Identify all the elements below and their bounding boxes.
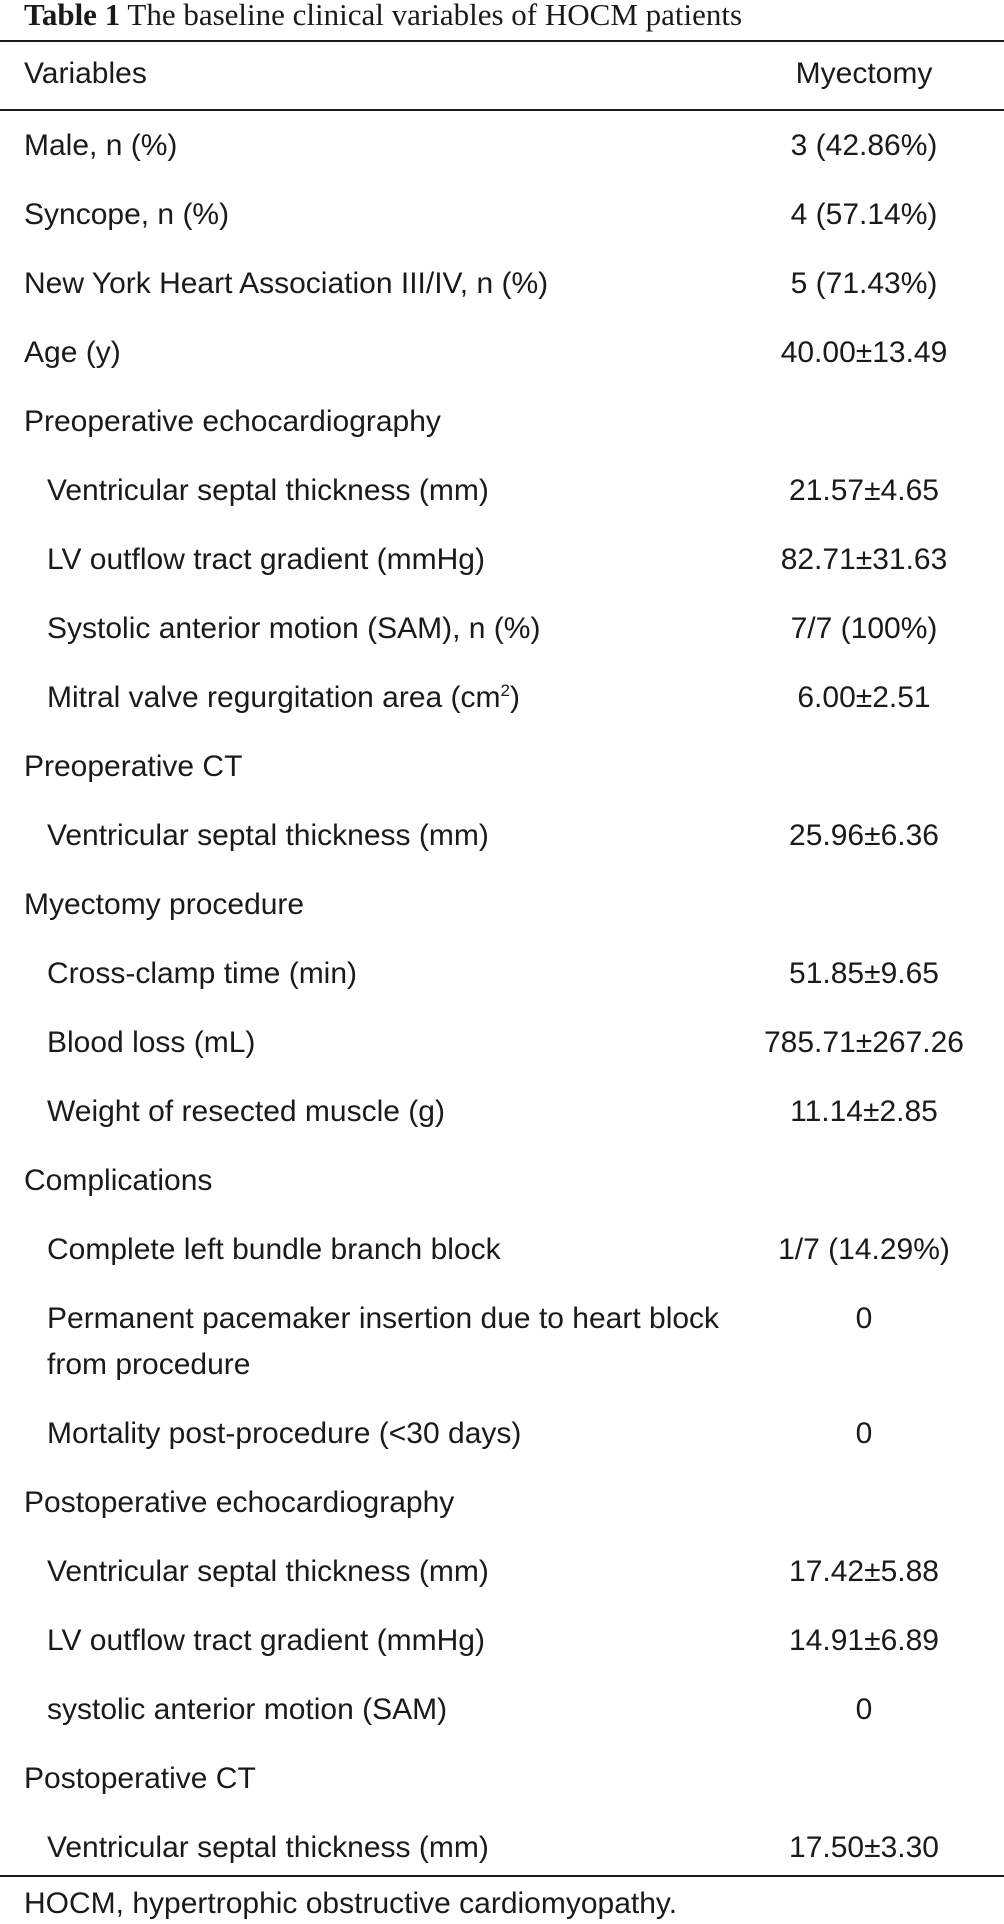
bottom-rule [0, 1875, 1004, 1877]
row-label: Postoperative CT [24, 1762, 256, 1795]
row-label: Weight of resected muscle (g) [47, 1095, 445, 1128]
section-row [0, 732, 1004, 801]
section-row [0, 870, 1004, 939]
row-label: Complete left bundle branch block [47, 1233, 501, 1266]
row-label: New York Heart Association III/IV, n (%) [24, 267, 549, 300]
table-row [0, 594, 1004, 663]
row-value: 21.57±4.65 [789, 474, 939, 507]
table-row [0, 939, 1004, 1008]
row-value: 51.85±9.65 [789, 957, 939, 990]
row-value: 0 [855, 1693, 873, 1726]
table-row [0, 180, 1004, 249]
row-value: 7/7 (100%) [790, 612, 938, 645]
table-row [0, 1284, 1004, 1399]
row-label: LV outflow tract gradient (mmHg) [47, 543, 485, 576]
section-row [0, 1468, 1004, 1537]
row-label: Male, n (%) [24, 129, 178, 162]
row-label: Preoperative echocardiography [24, 405, 441, 438]
row-value: 25.96±6.36 [789, 819, 939, 852]
row-value: 17.50±3.30 [789, 1831, 939, 1864]
table-row [0, 1008, 1004, 1077]
row-value: 6.00±2.51 [797, 681, 931, 714]
row-label: Systolic anterior motion (SAM), n (%) [47, 612, 541, 645]
table-row [0, 249, 1004, 318]
table-row [0, 1675, 1004, 1744]
row-label: LV outflow tract gradient (mmHg) [47, 1624, 485, 1657]
row-label: Complications [24, 1164, 213, 1197]
row-value: 11.14±2.85 [790, 1095, 938, 1128]
table-title: The baseline clinical variables of HOCM patients [127, 0, 743, 32]
table-header [0, 42, 1004, 109]
row-label: Syncope, n (%) [24, 198, 230, 231]
table-row [0, 1537, 1004, 1606]
section-row [0, 1744, 1004, 1813]
row-value: 0 [855, 1302, 873, 1335]
row-value: 0 [855, 1417, 873, 1450]
superscript: 2 [500, 681, 510, 700]
row-label: Mortality post-procedure (<30 days) [47, 1417, 522, 1450]
table-row [0, 801, 1004, 870]
row-value: 1/7 (14.29%) [778, 1233, 950, 1266]
row-label: systolic anterior motion (SAM) [47, 1693, 448, 1726]
table-row [0, 525, 1004, 594]
row-label: Ventricular septal thickness (mm) [47, 1831, 489, 1864]
table-row [0, 1077, 1004, 1146]
table-row [0, 663, 1004, 732]
row-label: Mitral valve regurgitation area $(cm^2)$ [47, 681, 520, 714]
row-label: Age (y) [24, 336, 121, 369]
header-variables: Variables [24, 57, 147, 90]
table-row [0, 1813, 1004, 1882]
row-value: 4 (57.14%) [790, 198, 938, 231]
row-value: 40.00±13.49 [780, 336, 948, 369]
row-label: Ventricular septal thickness (mm) [47, 474, 489, 507]
row-label: Ventricular septal thickness (mm) [47, 1555, 489, 1588]
row-label: Ventricular septal thickness (mm) [47, 819, 489, 852]
row-value: 14.91±6.89 [789, 1624, 939, 1657]
table-caption [24, 0, 742, 38]
row-value: 785.71±267.26 [764, 1026, 964, 1059]
row-value: 5 (71.43%) [790, 267, 938, 300]
table-row [0, 1606, 1004, 1675]
row-value: 3 (42.86%) [790, 129, 938, 162]
row-label-tail: ) [509, 681, 520, 714]
section-row [0, 387, 1004, 456]
table-row [0, 456, 1004, 525]
table-row [0, 111, 1004, 180]
row-label: Preoperative CT [24, 750, 243, 783]
table-body [0, 111, 1004, 1882]
header-myectomy: Myectomy [795, 57, 933, 90]
row-label: Cross-clamp time (min) [47, 957, 358, 990]
section-row [0, 1146, 1004, 1215]
table-footnote: HOCM, hypertrophic obstructive cardiomyopathy. [24, 1887, 678, 1920]
row-value: 82.71±31.63 [780, 543, 948, 576]
table-number: Table 1 [24, 0, 121, 32]
row-value: 17.42±5.88 [789, 1555, 939, 1588]
row-label: Postoperative echocardiography [24, 1486, 455, 1519]
table-row [0, 1399, 1004, 1468]
row-label: Permanent pacemaker insertion due to heart block from procedure [47, 1302, 720, 1381]
table-row [0, 1215, 1004, 1284]
row-label: Blood loss (mL) [47, 1026, 256, 1059]
table-row [0, 318, 1004, 387]
row-label: Myectomy procedure [24, 888, 305, 921]
